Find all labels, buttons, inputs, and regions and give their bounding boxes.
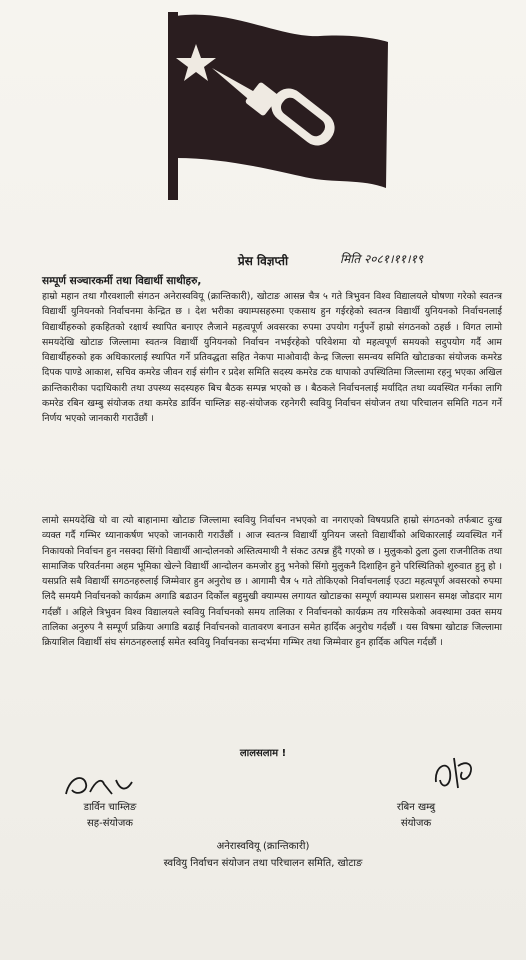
signature-right — [428, 752, 478, 796]
signatory-name: डार्विन चाम्लिङ — [83, 802, 137, 813]
signatory-co-coordinator — [50, 800, 170, 832]
signatory-coordinator — [356, 800, 476, 832]
signature-left — [62, 770, 142, 800]
release-date: मिति २०८१।११।१९ — [340, 252, 424, 266]
flag-logo-icon — [150, 8, 390, 203]
closing-salute: लालसलाम ! — [239, 748, 287, 759]
signatory-role: सह-संयोजक — [87, 818, 133, 829]
body-paragraph-1: हाम्रो महान तथा गौरवशाली संगठन अनेरास्ववियू (क्रान्तिकारी), खोटाङ आसन्न चैत्र ५ गते त्रिभुवन विश्व विद्यालयले घोषणा गरेको स्वतन्त्र विद्यार्थी युनियनको निर्वाचनमा केन्द्रित छ । देश भरीका क्याम्पसहरुमा एकसाथ हुन गईरहेको स्वतन्त्र विद्यार्थी युनियनको निर्वाचनलाई विद्यार्थीहरुको हकहितको रक्षार्थ स्थापित बनाएर लैजाने महत्वपूर्ण अवसरका रुपमा उपयोग गर्नुपर्ने हाम्रो संगठनको ठहर्छ । विगत लामो समयदेखि खोटाङ जिल्लामा स्वतन्त्र विद्यार्थी युनियनको निर्वाचन नभईरहेको परिवेशमा यो महत्वपूर्ण समयको सदुपयोग गर्दै आम विद्यार्थीहरुको हक अधिकारलाई स्थापित गर्ने प्रतिवद्धता सहित नेकपा माओवादी केन्द्र जिल्ला समन्वय समिति खोटाङका संयोजक कमरेड दिपक पाण्डे आकाश, सचिव कमरेड जीवन राई संगीन र प्रदेश समिति सदस्य कमरेड टक धापाको उपस्थितिमा जिल्लामा रहनु भएका अखिल क्रान्तिकारीका पदाधिकारी तथा उपस्थ्य सदस्यहरु बिच बैठक सम्पन्न भएको छ । बैठकले निर्वाचनलाई मर्यादित तथा व्यवस्थित गर्नका लागि कमरेड रबिन खम्बु संयोजक तथा कमरेड डार्विन चाम्लिङ सह-संयोजक रहनेगरी स्ववियु निर्वाचन संयोजन तथा परिचालन समिति गठन गर्ने निर्णय भएको जानकारी गराउँछौं । — [42, 291, 502, 425]
organization-footer — [0, 838, 526, 872]
signatory-name: रबिन खम्बु — [396, 802, 436, 813]
organization-name: अनेरास्ववियू (क्रान्तिकारी) — [216, 841, 310, 852]
press-release-title: प्रेस विज्ञप्ती — [237, 254, 289, 268]
committee-name: स्ववियु निर्वाचन संयोजन तथा परिचालन समिति, खोटाङ — [163, 858, 363, 869]
signatory-role: संयोजक — [400, 818, 432, 829]
body-paragraph-2: लामो समयदेखि यो वा त्यो बाहानामा खोटाङ जिल्लामा स्ववियु निर्वाचन नभएको वा नगराएको विषयप्रति हाम्रो संगठनको तर्फबाट दुःख व्यक्त गर्दै गम्भिर ध्यानाकर्षण भएको जानकारी गराउँछौं । आज स्वतन्त्र विद्यार्थी युनियन जस्तो विद्यार्थीको अधिकारलाई व्यवस्थित गर्ने निकायको निर्वाचन हुन नसक्दा सिंगो विद्यार्थी आन्दोलनको अस्तित्वमाथी नै संकट उत्पन्न हुँदै गएको छ । मुलुकको ठुला ठुला राजनीतिक तथा सामाजिक परिवर्तनमा अहम भूमिका खेल्ने विद्यार्थी आन्दोलन कमजोर हुनु भनेको सिंगो मुलुकनै दिशाहिन हुने परिस्थितिको शुरुवात हुनु हो । यसप्रति सबै विद्यार्थी सगठनहरुलाई जिम्मेवार हुन अनुरोध छ । आगामी चैत्र ५ गते तोकिएको निर्वाचनलाई एउटा महत्वपूर्ण अवसरको रुपमा लिदै समयमै निर्वाचनको कार्यक्रम अगाडि बढाउन दिर्कोल बहुमुखी क्याम्पस लगायत खोटाङका सम्पूर्ण क्याम्पस प्रशासन समक्ष जोडदार माग गर्दछौं । अहिले त्रिभुवन विश्व विद्यालयले स्ववियु निर्वाचनको समय तालिका र निर्वाचनको कार्यक्रम तय गरिसकेको अवस्थामा उक्त समय तालिका अनुरुप नै सम्पूर्ण प्रक्रिया अगाडि बढाई निर्वाचनको वातावरण बनाउन समेत हार्दिक अनुरोध गर्दछौं । यस विषमा खोटाङ जिल्लामा क्रियाशिल विद्यार्थी संघ संगठनहरुलाई समेत स्ववियु निर्वाचनका सन्दर्भमा गम्भिर तथा जिम्मेवार हुन हार्दिक अपिल गर्दछौं । — [42, 515, 502, 649]
salutation: सम्पूर्ण सञ्चारकर्मी तथा विद्यार्थी साथीहरु, — [42, 275, 202, 287]
